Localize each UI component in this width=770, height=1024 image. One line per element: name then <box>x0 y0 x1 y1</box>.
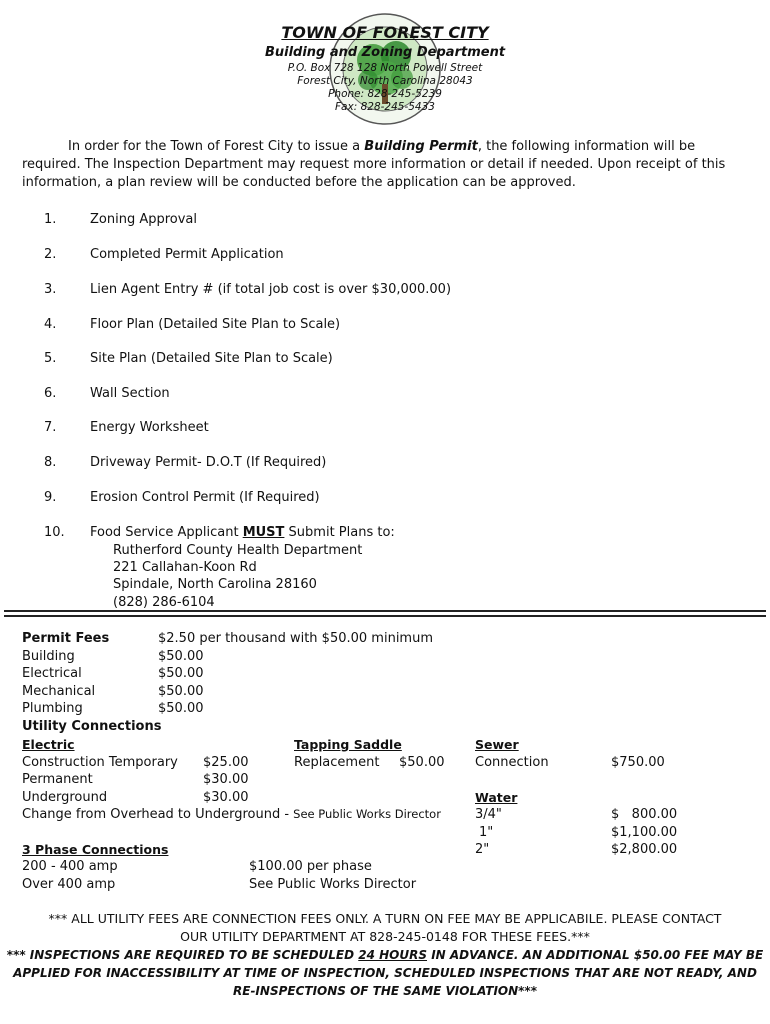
list-item: Driveway Permit- D.O.T (If Required) <box>90 455 327 470</box>
must-emphasis: MUST <box>242 525 285 540</box>
health-dept-street: 221 Callahan-Koon Rd <box>113 560 257 576</box>
warning-text: *** INSPECTIONS ARE REQUIRED TO BE SCHEDULED <box>6 948 359 962</box>
fee-label: Mechanical <box>22 684 96 699</box>
list-item-number: 2. <box>44 247 57 262</box>
letterhead <box>0 22 770 114</box>
food-service-text: Food Service Applicant <box>90 525 243 540</box>
water-size: 2" <box>475 842 490 857</box>
fee-value: $50.00 <box>158 649 204 664</box>
list-item-number: 3. <box>44 282 57 297</box>
list-item: Zoning Approval <box>90 212 198 227</box>
section-divider <box>4 615 766 617</box>
fee-value: $50.00 <box>158 684 204 699</box>
list-item: Energy Worksheet <box>90 420 209 435</box>
three-phase-label: 200 - 400 amp <box>22 859 118 874</box>
list-item-number: 7. <box>44 420 57 435</box>
utility-fee-note <box>0 910 770 946</box>
list-item: Erosion Control Permit (If Required) <box>90 490 320 505</box>
list-item-number: 6. <box>44 386 57 401</box>
tapping-value: $50.00 <box>399 755 445 770</box>
warning-emphasis: 24 HOURS <box>358 948 428 962</box>
three-phase-value: $100.00 per phase <box>249 859 372 874</box>
list-item: Lien Agent Entry # (if total job cost is over $30,000.00) <box>90 282 452 297</box>
intro-emphasis: Building Permit <box>364 139 478 154</box>
list-item-number: 4. <box>44 317 57 332</box>
health-dept-name: Rutherford County Health Department <box>113 543 363 558</box>
overhead-note: See Public Works Director <box>293 807 441 821</box>
inspection-warning-line <box>0 946 770 964</box>
list-item-number: 1. <box>44 212 57 227</box>
electric-label: Permanent <box>22 772 93 787</box>
electric-value: $25.00 <box>203 755 249 770</box>
fee-value: $50.00 <box>158 666 204 681</box>
sewer-label: Connection <box>475 755 549 770</box>
health-department-address <box>113 542 362 611</box>
intro-paragraph <box>22 138 752 192</box>
list-item-number: 10. <box>44 525 65 540</box>
list-item: Completed Permit Application <box>90 247 284 262</box>
overhead-to-underground <box>22 807 441 822</box>
utility-connections-heading: Utility Connections <box>22 719 162 734</box>
list-item-number: 5. <box>44 351 57 366</box>
water-heading: Water <box>475 790 518 805</box>
overhead-label: Change from Overhead to Underground - <box>22 807 294 822</box>
water-value: $2,800.00 <box>611 842 678 857</box>
water-value: $1,100.00 <box>611 825 678 840</box>
health-dept-city: Spindale, North Carolina 28160 <box>113 577 317 593</box>
fee-label: Plumbing <box>22 701 83 716</box>
three-phase-value: See Public Works Director <box>249 877 417 892</box>
fee-value: $50.00 <box>158 701 204 716</box>
fee-label: Electrical <box>22 666 82 681</box>
list-item: Floor Plan (Detailed Site Plan to Scale) <box>90 317 341 332</box>
warning-text-end: IN ADVANCE. AN ADDITIONAL $50.00 FEE MAY BE <box>427 948 764 962</box>
list-item: Site Plan (Detailed Site Plan to Scale) <box>90 351 333 366</box>
permit-fees-heading: Permit Fees <box>22 631 110 646</box>
section-divider <box>4 610 766 612</box>
three-phase-heading: 3 Phase Connections <box>22 842 169 857</box>
electric-heading: Electric <box>22 737 75 752</box>
inspection-warning-line: RE-INSPECTIONS OF THE SAME VIOLATION*** <box>233 984 537 998</box>
city-state-zip: Forest City, North Carolina 28043 <box>297 75 473 87</box>
utility-note-line: OUR UTILITY DEPARTMENT AT 828-245-0148 FOR THESE FEES.*** <box>180 929 590 944</box>
permit-fee-rate: $2.50 per thousand with $50.00 minimum <box>158 631 433 646</box>
intro-text-start: In order for the Town of Forest City to issue a <box>68 139 365 154</box>
electric-value: $30.00 <box>203 772 249 787</box>
mailing-address: P.O. Box 728 128 North Powell Street <box>287 62 483 74</box>
water-value: $ 800.00 <box>611 807 678 822</box>
fax-number: Fax: 828-245-5433 <box>335 101 435 113</box>
tapping-label: Replacement <box>294 755 380 770</box>
water-size: 1" <box>479 825 494 840</box>
inspection-warning-line: APPLIED FOR INACCESSIBILITY AT TIME OF INSPECTION, SCHEDULED INSPECTIONS THAT ARE NOT READY, AND <box>13 966 757 980</box>
list-item-food-service <box>90 525 395 540</box>
sewer-heading: Sewer <box>475 737 519 752</box>
fee-label: Building <box>22 649 75 664</box>
sewer-value: $750.00 <box>611 755 665 770</box>
intro-text-end: , the following information will be required. The Inspection Department may request more information or detail if needed. Upon receipt of this information, a plan review will be conducted before the application can be approved. <box>22 139 726 190</box>
phone-number: Phone: 828-245-5239 <box>328 88 442 100</box>
water-size: 3/4" <box>475 807 502 822</box>
food-service-text-end: Submit Plans to: <box>284 525 395 540</box>
list-item-number: 8. <box>44 455 57 470</box>
electric-label: Underground <box>22 790 108 805</box>
tapping-saddle-heading: Tapping Saddle <box>294 737 402 752</box>
town-title: TOWN OF FOREST CITY <box>281 23 489 42</box>
list-item: Wall Section <box>90 386 170 401</box>
utility-note-line: *** ALL UTILITY FEES ARE CONNECTION FEES ONLY. A TURN ON FEE MAY BE APPLICABILE. PLEASE CONTACT <box>48 911 722 926</box>
inspection-warning <box>0 946 770 1000</box>
health-dept-phone: (828) 286-6104 <box>113 594 215 610</box>
list-item-number: 9. <box>44 490 57 505</box>
three-phase-label: Over 400 amp <box>22 877 116 892</box>
department-name: Building and Zoning Department <box>264 45 506 60</box>
electric-value: $30.00 <box>203 790 249 805</box>
electric-label: Construction Temporary <box>22 755 178 770</box>
